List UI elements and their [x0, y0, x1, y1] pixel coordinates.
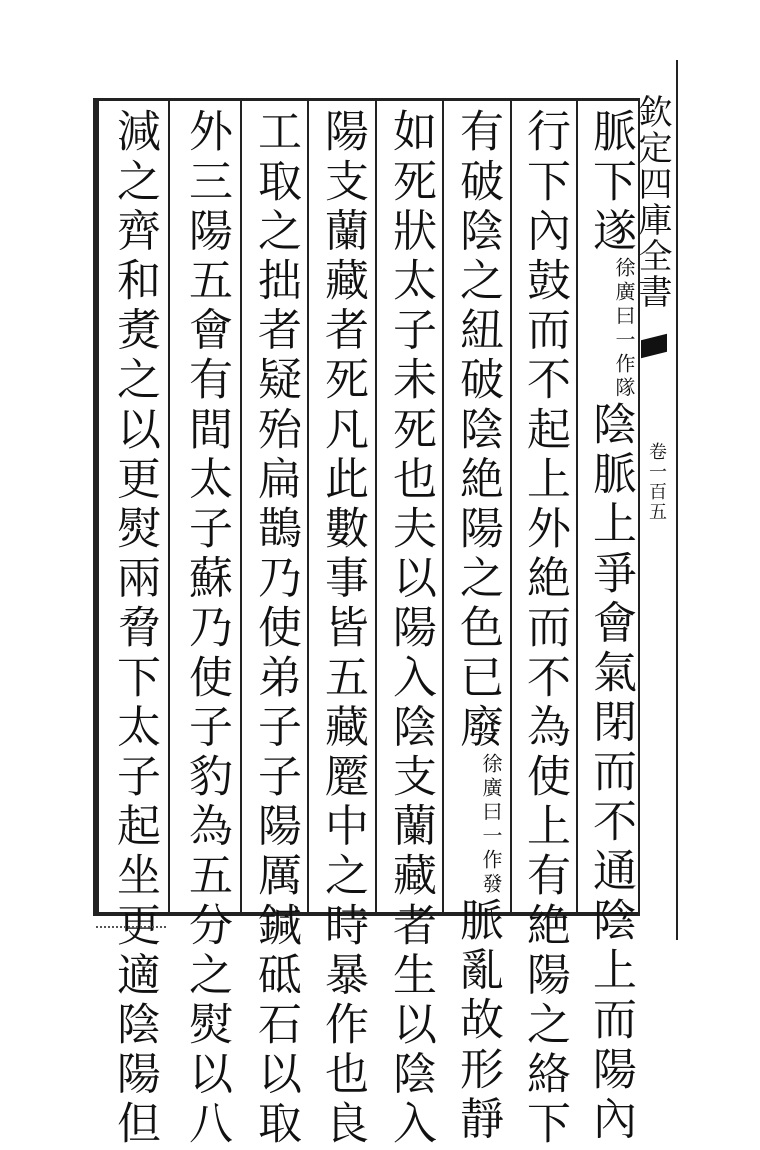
text-column-3 — [447, 108, 507, 1145]
book-title: 欽定四庫全書 — [632, 94, 672, 310]
column-text: 工取之拙者疑殆扁鵲乃使弟子子陽厲鍼砥石以取 — [250, 108, 301, 1150]
column-rule — [442, 101, 444, 913]
column-rule — [375, 101, 377, 913]
column-text: 脈亂故形靜 — [452, 896, 503, 1145]
margin-rule — [676, 60, 678, 940]
column-text: 外三陽五會有間太子蘇乃使子豹為五分之熨以八 — [181, 108, 232, 1150]
text-column-2 — [514, 108, 574, 1150]
text-column-5 — [312, 108, 372, 1150]
column-rule — [576, 101, 578, 913]
note-line: 一作隊 — [612, 328, 636, 401]
text-column-1 — [580, 108, 640, 1145]
note-line: 一作發 — [479, 824, 503, 897]
column-text: 陽支蘭藏者死凡此數事皆五藏蹷中之時暴作也良 — [317, 108, 368, 1150]
text-column-4 — [380, 108, 440, 1150]
scan-speckle — [96, 926, 166, 934]
text-column-6 — [245, 108, 305, 1150]
commentary-note — [610, 257, 638, 401]
column-rule — [240, 101, 242, 913]
column-text: 脈下遂 — [585, 108, 636, 257]
column-text: 有破陰之紐破陰絶陽之色已廢 — [452, 108, 503, 753]
text-column-7 — [176, 108, 236, 1150]
text-column-8 — [104, 108, 164, 1150]
fishtail-mark — [641, 334, 667, 358]
column-text: 陰脈上爭會氣閉而不通陰上而陽內 — [585, 400, 636, 1145]
column-text: 減之齊和煑之以更熨兩脅下太子起坐更適陰陽但 — [109, 108, 160, 1150]
note-line: 徐廣曰 — [612, 256, 636, 329]
column-rule — [510, 101, 512, 913]
note-line: 徐廣曰 — [479, 752, 503, 825]
column-text: 如死狀太子未死也夫以陽入陰支蘭藏者生以陰入 — [385, 108, 436, 1150]
column-rule — [307, 101, 309, 913]
commentary-note — [477, 753, 505, 897]
column-text: 行下內鼓而不起上外絶而不為使上有絶陽之絡下 — [519, 108, 570, 1150]
column-rule — [168, 101, 170, 913]
folio-label: 卷一百五 — [646, 442, 667, 522]
